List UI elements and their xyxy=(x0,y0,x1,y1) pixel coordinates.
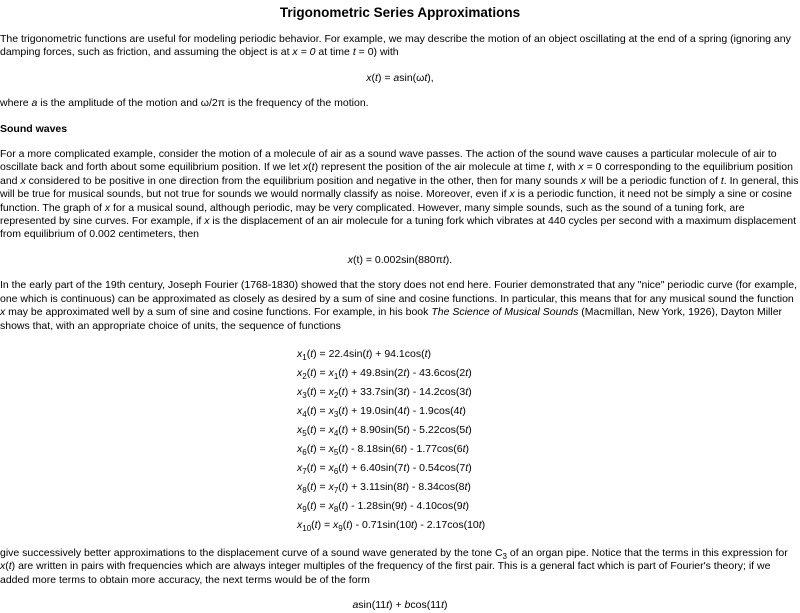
page-title: Trigonometric Series Approximations xyxy=(279,5,521,20)
equation-spring-motion: x(t) = asin(ωt), xyxy=(366,71,434,84)
equation-tuning-fork: x(t) = 0.002sin(880πt). xyxy=(347,253,453,266)
intro-paragraph: The trigonometric functions are useful for modeling periodic behavior. For example, we may describe the motion of an object oscillating at the end of a spring (ignoring any damping forces, such as friction, and assuming the object is at x = 0 at time t = 0) with xyxy=(0,33,791,59)
series-equation-line: $x_9(t) = x_8(t) - 1.28\sin(9t) - 4.10\cos(9t)$ xyxy=(297,499,470,514)
series-equation-line: $x_3(t) = x_2(t) + 33.7\sin(3t) - 14.2\cos(3t)$ xyxy=(297,385,472,400)
series-equation-line: $x_7(t) = x_6(t) + 6.40\sin(7t) - 0.54\cos(7t)$ xyxy=(297,461,472,476)
organ-pipe-conclusion-paragraph: give successively better approximations to the displacement curve of a sound wave generated by the tone $C_3$ of an organ pipe. Notice that the terms in this expression for x(t) are written in pairs with frequencies which are always integer multiples of the frequency of the first pair. This is a general fact which is part of Fourier's theory; if we added more terms to obtain more accuracy, the next terms would be of the form xyxy=(0,546,788,586)
amplitude-frequency-paragraph: where a is the amplitude of the motion and ω/2π is the frequency of the motion. xyxy=(0,97,369,110)
series-equation-line: $x_4(t) = x_3(t) + 19.0\sin(4t) - 1.9\cos(4t)$ xyxy=(297,404,466,419)
section-heading-sound-waves: Sound waves xyxy=(0,122,68,135)
sound-waves-paragraph: For a more complicated example, consider the motion of a molecule of air as a sound wave passes. The action of the sound wave causes a particular molecule of air to oscillate back and forth about some equilibrium position. If we let x(t) represent the position of the air molecule at time t, with x = 0 corresponding to the equilibrium position and x considered to be positive in one direction from the equilibrium position and negative in the other, then for many sounds x will be a periodic function of t. In general, this will be true for musical sounds, but not true for sounds we would normally classify as noise. Moreover, even if x is a periodic function, it need not be simply a sine or cosine function. The graph of x for a musical sound, although periodic, may be very complicated. However, many simple sounds, such as the sound of a tuning fork, are represented by sine curves. For example, if x is the displacement of an air molecule for a tuning fork which vibrates at 440 cycles per second with a maximum displacement from equilibrium of 0.002 centimeters, then xyxy=(0,148,799,241)
equation-next-terms: asin(11t) + bcos(11t) xyxy=(352,599,448,612)
series-equation-line: $x_5(t) = x_4(t) + 8.90\sin(5t) - 5.22\cos(5t)$ xyxy=(297,423,472,438)
fourier-history-paragraph: In the early part of the 19th century, Joseph Fourier (1768-1830) showed that the story does not end here. Fourier demonstrated that any "nice" periodic curve (for example, one which is continuous) can be approximated as closely as desired by a sum of sine and cosine functions. In particular, this means that for any musical sound the function x may be approximated well by a sum of sine and cosine functions. For example, in his book The Science of Musical Sounds (Macmillan, New York, 1926), Dayton Miller shows that, with an appropriate choice of units, the sequence of functions xyxy=(0,279,797,332)
series-equation-line: $x_1(t) = 22.4\sin(t) + 94.1\cos(t)$ xyxy=(297,347,432,362)
series-equation-line: $x_{10}(t) = x_9(t) - 0.71\sin(10t) - 2.17\cos(10t)$ xyxy=(297,518,486,533)
document-page xyxy=(0,5,800,613)
series-equation-line: $x_8(t) = x_7(t) + 3.11\sin(8t) - 8.34\cos(8t)$ xyxy=(297,480,471,495)
series-equation-line: $x_6(t) = x_5(t) - 8.18\sin(6t) - 1.77\cos(6t)$ xyxy=(297,442,470,457)
fourier-series-equation-list xyxy=(297,345,800,535)
series-equation-line: $x_2(t) = x_1(t) + 49.8\sin(2t) - 43.6\cos(2t)$ xyxy=(297,366,472,381)
